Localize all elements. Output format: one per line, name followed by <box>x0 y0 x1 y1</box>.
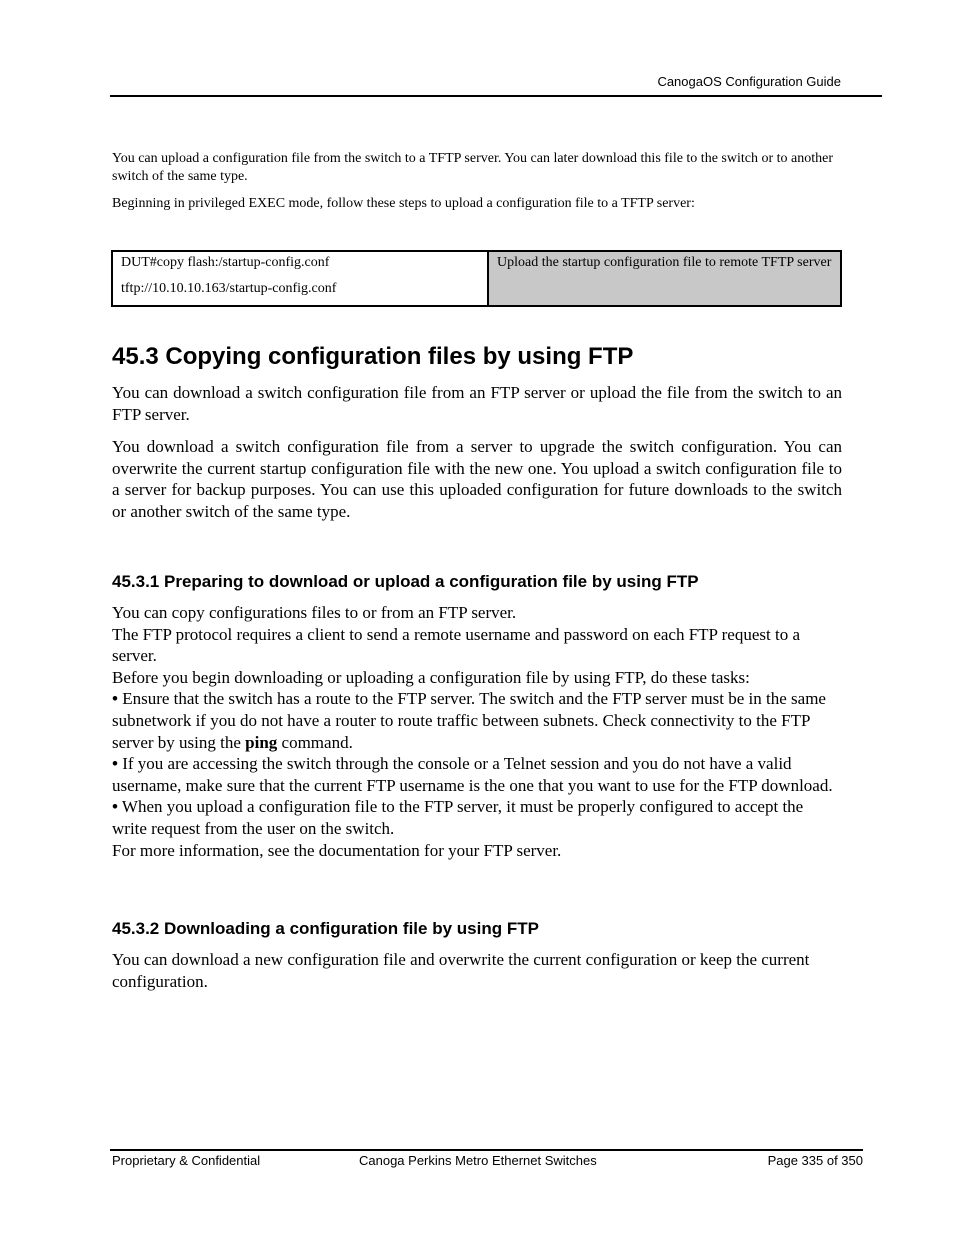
bullet-text: command. <box>277 732 353 752</box>
bullet-text: Ensure that the switch has a route to the FTP server. The switch and the FTP server must be in the same subnetwork if you do not have a router to route traffic between subnets. Check connectivity to the FTP server by using the <box>112 689 826 752</box>
header-title: CanogaOS Configuration Guide <box>657 74 841 89</box>
bullet-text: When you upload a configuration file to the FTP server, it must be properly configured to accept the write request from the user on the switch. <box>112 797 804 838</box>
bullet-marker: • <box>112 797 118 817</box>
footer-left: Proprietary & Confidential <box>112 1153 261 1168</box>
subsection-1-body <box>112 602 842 861</box>
ping-command: ping <box>245 732 278 752</box>
command-cell <box>113 252 489 305</box>
intro-instruction: Beginning in privileged EXEC mode, follow these steps to upload a configuration file to a TFTP server: <box>112 196 695 211</box>
page-number: Page 335 of 350 <box>767 1153 863 1168</box>
body-line: Before you begin downloading or uploading a configuration file by using FTP, do these tasks: <box>112 667 750 687</box>
body-line: You can copy configurations files to or from an FTP server. <box>112 603 517 622</box>
section-paragraph-1: You can download a switch configuration file from an FTP server or upload the file from the switch to an FTP server. <box>112 383 842 424</box>
description-cell: Upload the startup configuration file to remote TFTP server <box>489 252 840 305</box>
subsection-heading-2: 45.3.2 Downloading a configuration file by using FTP <box>112 919 539 938</box>
intro-paragraph: You can upload a configuration file from the switch to a TFTP server. You can later download this file to the switch or to another switch of the same type. <box>112 151 833 184</box>
section-paragraph-2: You download a switch configuration file from a server to upgrade the switch configuration. You can overwrite the current startup configuration file with the new one. You upload a switch configuration file to a server for backup purposes. You can use this uploaded configuration for future downloads to the switch or another switch of the same type. <box>112 437 842 521</box>
bullet-marker: • <box>112 754 118 774</box>
subsection-heading-1: 45.3.1 Preparing to download or upload a configuration file by using FTP <box>112 572 699 591</box>
body-line: The FTP protocol requires a client to send a remote username and password on each FTP request to a server. <box>112 624 800 666</box>
section-heading: 45.3 Copying configuration files by using FTP <box>112 343 634 370</box>
body-line: For more information, see the documentation for your FTP server. <box>112 840 562 860</box>
subsection-2-paragraph: You can download a new configuration file and overwrite the current configuration or keep the current configuration. <box>112 950 810 991</box>
bullet-marker: • <box>112 689 118 709</box>
command-line-2: tftp://10.10.10.163/startup-config.conf <box>121 281 337 296</box>
command-line-1: DUT#copy flash:/startup-config.conf <box>121 255 330 270</box>
bullet-item <box>112 753 842 796</box>
footer-rule <box>110 1149 863 1151</box>
footer-center: Canoga Perkins Metro Ethernet Switches <box>359 1153 597 1168</box>
bullet-text: If you are accessing the switch through the console or a Telnet session and you do not have a valid username, make sure that the current FTP username is the one that you want to use for the FTP download. <box>112 754 833 795</box>
bullet-item <box>112 796 842 839</box>
command-table <box>111 250 842 307</box>
bullet-item <box>112 688 842 753</box>
header-rule <box>110 95 882 97</box>
